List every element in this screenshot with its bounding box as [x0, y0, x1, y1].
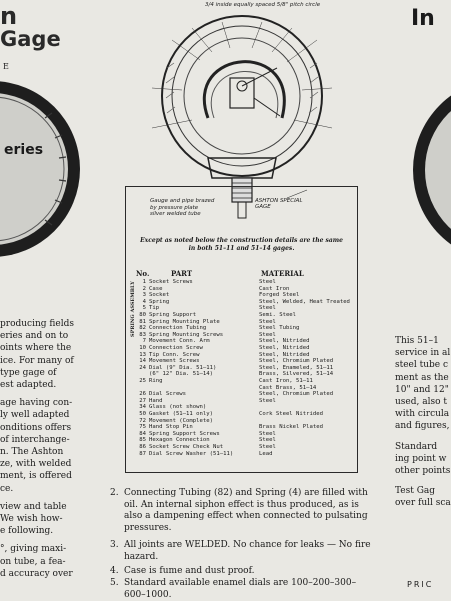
cell-no: 27 [139, 397, 146, 404]
left-line: type gage of [0, 367, 57, 378]
table-row [136, 365, 333, 371]
cell-no: 13 [139, 351, 146, 358]
cell-part: Tip Conn. Screw [149, 351, 200, 358]
cell-part: Ring [149, 378, 163, 384]
table-row [136, 378, 313, 384]
cell-part: Movement Screws [149, 358, 200, 365]
right-line: Standard [395, 441, 438, 452]
header-no: No. [136, 269, 150, 278]
cell-part: (6" 12" Dia. 51–14) [149, 371, 213, 378]
cell-no: 10 [139, 345, 146, 351]
cell-no: 34 [139, 404, 146, 411]
cell-material: Cast Iron [259, 285, 290, 292]
table-row [136, 424, 323, 430]
cell-no: 83 [139, 331, 146, 338]
table-row [136, 371, 333, 377]
cell-part: Connection Screw [149, 345, 203, 351]
cell-part: Dial Screws [149, 391, 187, 398]
cell-no: 25 [139, 378, 146, 384]
table-row [136, 385, 316, 391]
left-title-line1: n [0, 2, 18, 30]
cell-no: 14 [139, 358, 146, 365]
cell-no: 5 [142, 305, 146, 312]
table-row [136, 391, 333, 397]
cell-part: Glass (not shown) [149, 404, 207, 411]
cell-no: 72 [139, 417, 146, 424]
cell-material: Steel, Nitrided [259, 351, 310, 358]
cell-part: Hand [149, 397, 163, 404]
left-line: ce. [0, 483, 14, 494]
cell-material: Forged Steel [259, 292, 300, 299]
left-line: view and table [0, 501, 67, 512]
gauge-partial-right [395, 90, 443, 250]
right-footer: PRIC [407, 580, 434, 589]
cell-part: Hexagon Connection [149, 437, 210, 444]
cell-material: Steel, Nitrided [259, 338, 310, 345]
table-row [136, 338, 310, 344]
table-row [136, 431, 276, 437]
table-row [136, 437, 276, 443]
table-row [136, 279, 276, 285]
cell-material: Semi. Steel [259, 312, 297, 318]
cell-no: 3 [142, 292, 146, 299]
left-line: ze, with welded [0, 459, 72, 470]
table-row [136, 451, 272, 457]
right-line: ment as the [395, 372, 449, 383]
table-row [136, 286, 289, 292]
note-number: 3. [110, 540, 119, 550]
right-line: other points [395, 466, 451, 477]
cell-no: 82 [139, 325, 146, 332]
callout-line: Gauge and pipe brazed [150, 198, 215, 204]
left-body-text [0, 318, 74, 580]
cell-material: Steel, Chromium Plated [259, 358, 334, 365]
cell-no: 1 [142, 279, 146, 285]
right-line: service in al [395, 348, 451, 359]
cell-part: Socket Screws [149, 279, 193, 285]
cell-material: Steel [259, 397, 276, 404]
parts-table [125, 186, 358, 473]
right-line: and figures, [395, 421, 450, 432]
cell-material: Steel Tubing [259, 325, 300, 332]
left-line: ice. For many of [0, 355, 74, 366]
cell-no: 80 [139, 312, 146, 318]
diagram-top-caption: 3/4 inside equally spaced 5/8" pitch circle [205, 2, 321, 8]
right-line: over full sca [395, 498, 451, 509]
left-letter: E [3, 62, 9, 71]
table-row [136, 305, 276, 311]
cell-no: 7 [142, 338, 146, 345]
left-line: °, giving maxi- [0, 544, 67, 555]
callout-line: silver welded tube [150, 211, 201, 217]
note-text: All joints are WELDED. No chance for leaks — No fire hazard. [124, 540, 371, 562]
table-row [136, 411, 323, 417]
header-material: MATERIAL [261, 269, 304, 278]
left-line: e following. [0, 526, 54, 537]
right-line: 10" and 12" [395, 384, 449, 395]
note-number: 5. [110, 578, 119, 588]
right-body-text [395, 335, 451, 510]
left-line: est adapted. [0, 380, 57, 391]
left-line: onditions offers [0, 422, 72, 433]
cell-no: 26 [139, 391, 146, 398]
table-row [136, 418, 259, 424]
right-line: used, also t [395, 397, 447, 408]
cell-no: 24 [139, 364, 146, 371]
right-title: In [411, 6, 435, 31]
cell-material: Steel, Nitrided [259, 345, 310, 351]
gauge-partial-left [0, 78, 105, 260]
left-line: age having con- [0, 398, 73, 409]
gauge-text: eries [4, 142, 44, 158]
cell-part: Gasket (51–11 only) [149, 411, 213, 417]
note-text: Standard available enamel dials are 100–200–300–600–1000. [124, 578, 357, 600]
right-line: Test Gag [395, 486, 436, 497]
cell-no: 87 [139, 450, 146, 457]
left-line: eries and on to [0, 331, 69, 342]
callout-line: by pressure plate [150, 204, 199, 211]
left-line: n. The Ashton [0, 447, 64, 458]
cell-part: Hand Stop Pin [149, 424, 193, 431]
table-row [136, 332, 276, 338]
diagram-callout-right: ASHTON SPECIAL GAGE [255, 198, 303, 210]
table-row [136, 444, 276, 450]
cell-material: Steel, Welded, Heat Treated [259, 298, 350, 305]
cell-no: 2 [142, 285, 146, 292]
cell-part: Socket [149, 292, 170, 299]
left-line: d accuracy over [0, 568, 73, 579]
cell-material: Brass, Silvered, 51–14 [259, 371, 334, 378]
side-label-spring-assembly: SPRING ASSEMBLY [130, 281, 136, 337]
left-line: ly well adapted [0, 410, 70, 421]
cell-part: Dial Screw Washer (51–11) [149, 450, 234, 457]
cell-no: 85 [139, 437, 146, 444]
table-row [136, 312, 296, 318]
cell-material: Steel [259, 444, 276, 450]
right-line: ing point w [395, 453, 447, 464]
note-number: 4. [110, 566, 119, 576]
cell-no: 75 [139, 424, 146, 431]
cell-no: 86 [139, 444, 146, 450]
right-column [395, 0, 451, 591]
table-row [136, 345, 310, 351]
left-column [0, 0, 105, 591]
table-row [136, 398, 276, 404]
note-number: 2. [110, 488, 119, 498]
left-line: oints where the [0, 343, 72, 354]
table-row [136, 325, 299, 331]
left-line: We wish how- [0, 514, 63, 525]
cell-part: Connection Tubing [149, 325, 207, 332]
cell-part: Socket Screw Check Nut [149, 444, 224, 450]
table-row [136, 299, 350, 305]
cell-material: Steel [259, 279, 276, 285]
cell-part: Spring Support [149, 312, 197, 318]
cell-part: Movement Conn. Arm [149, 338, 210, 345]
cell-material: Steel [259, 331, 276, 338]
cell-material: Cast Iron, 51–11 [259, 378, 313, 384]
table-row [136, 404, 259, 410]
cell-no: 4 [142, 298, 146, 305]
cell-material: Steel [259, 305, 276, 312]
cell-part: Spring [149, 298, 170, 305]
cell-no: 50 [139, 411, 146, 417]
note-text: Connecting Tubing (82) and Spring (4) are filled with oil. An internal siphon effect is thus produced, as is also a dampening effect when connected to pulsating pressures. [124, 488, 368, 533]
cell-part: Spring Mounting Plate [149, 318, 220, 325]
left-title-line2: Gage [0, 27, 61, 51]
left-line: ment, is offered [0, 471, 72, 482]
table-row [136, 352, 310, 358]
left-line: of interchange- [0, 434, 70, 445]
table-row [136, 319, 276, 325]
cell-material: Cork Steel Nitrided [259, 411, 323, 417]
right-line: with circula [395, 409, 450, 420]
cell-part: Dial (9" Dia. 51–11) [149, 364, 217, 371]
cell-material: Steel [259, 318, 276, 325]
cell-part: Case [149, 285, 163, 292]
cell-material: Steel, Chromium Plated [259, 391, 334, 398]
cell-material: Brass Nickel Plated [259, 424, 323, 431]
table-row [136, 358, 333, 364]
cell-material: Cast Brass, 51–14 [259, 384, 317, 391]
right-line: This 51–1 [395, 336, 439, 346]
left-line: producing fields [0, 319, 74, 329]
cell-part: Movement (Complete) [149, 417, 213, 424]
right-line: steel tube c [395, 360, 449, 371]
header-part: PART [171, 269, 193, 278]
table-row [136, 292, 299, 298]
cell-no: 84 [139, 430, 146, 437]
cell-material: Steel, Enameled, 51–11 [259, 364, 334, 371]
cell-part: Spring Mounting Screws [149, 331, 224, 338]
cell-material: Steel [259, 430, 276, 437]
table-note: Except as noted below the construction details are the same in both 51–11 and 51–14 gages. [140, 237, 343, 252]
cell-material: Steel [259, 437, 276, 444]
note-text: Case is fume and dust proof. [124, 566, 255, 576]
left-line: on tube, a fea- [0, 556, 66, 567]
cell-no: 81 [139, 318, 146, 325]
cell-part: Tip [149, 305, 160, 312]
cell-material: Lead [259, 450, 273, 457]
cell-part: Spring Support Screws [149, 430, 220, 437]
